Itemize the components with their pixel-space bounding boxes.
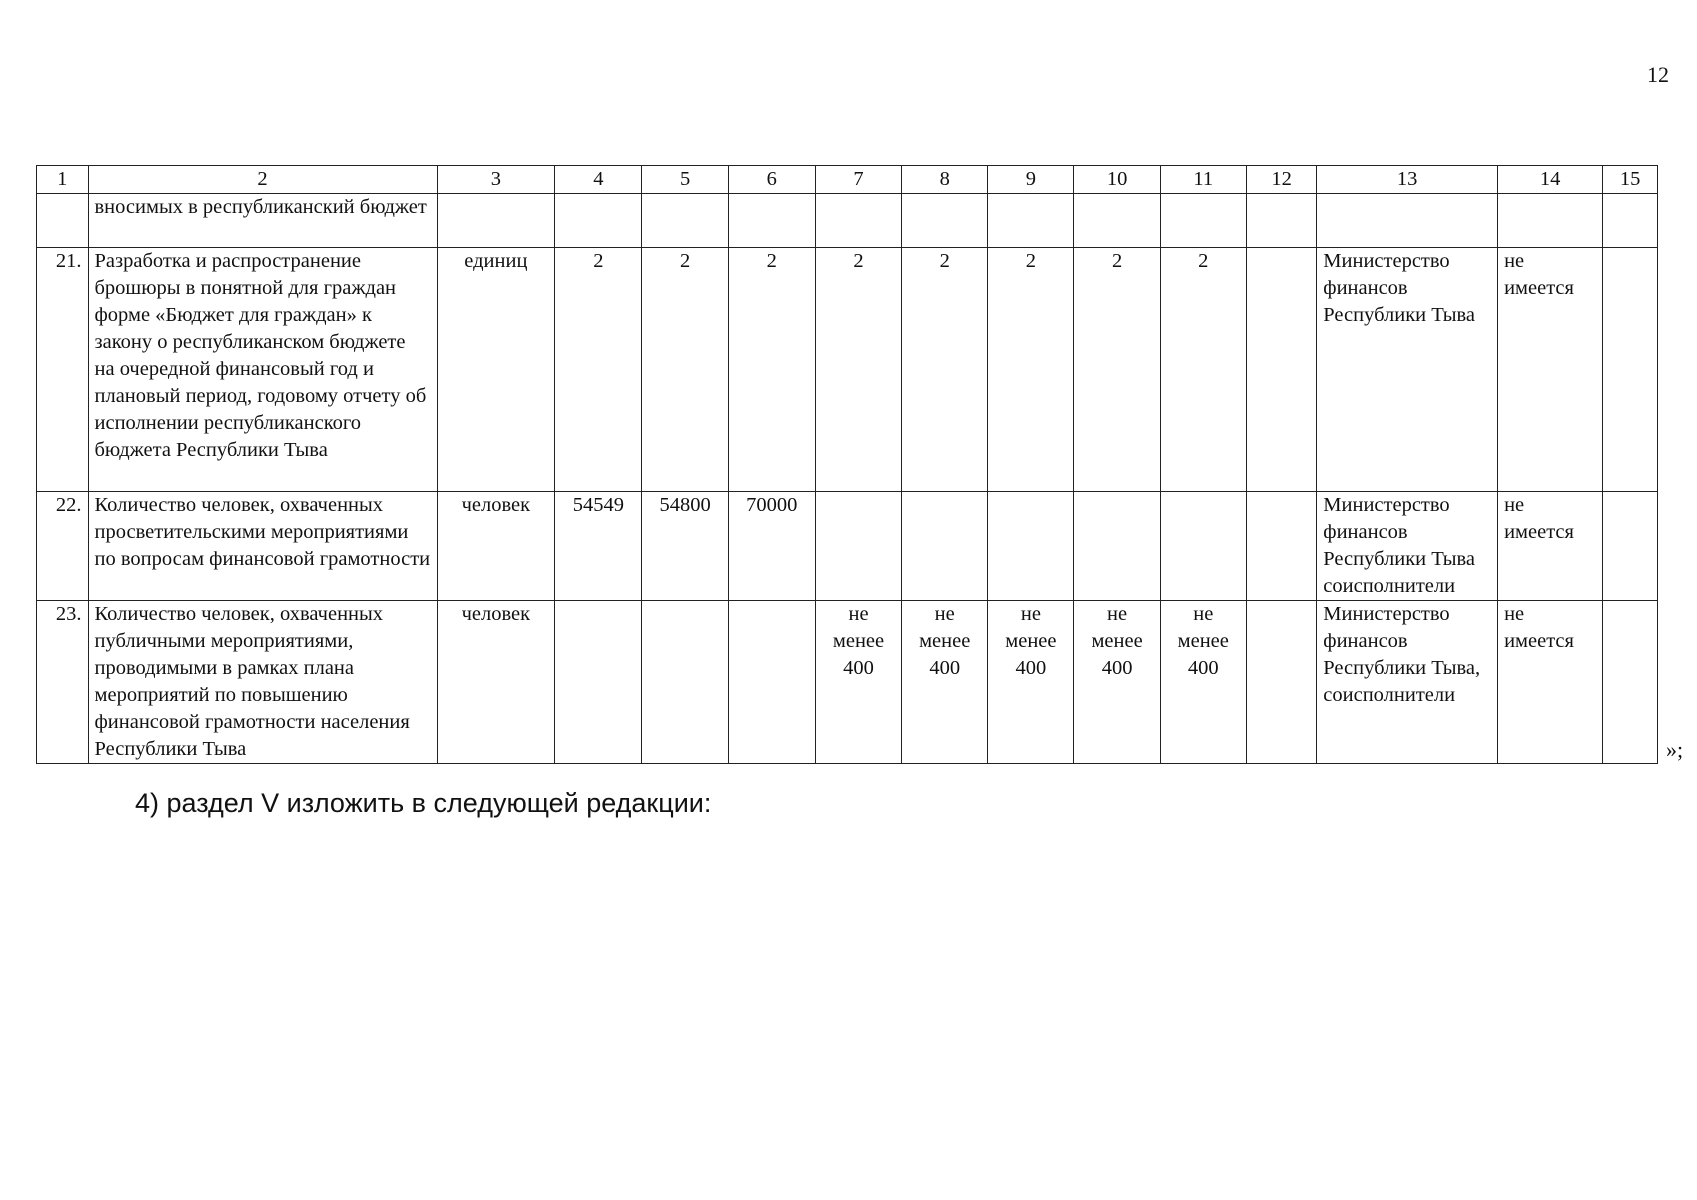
header-cell: 10 <box>1074 166 1160 194</box>
header-cell: 1 <box>37 166 89 194</box>
value-cell <box>1603 601 1658 764</box>
value-cell <box>902 194 988 248</box>
page-number: 12 <box>1647 62 1669 87</box>
header-cell: 4 <box>555 166 642 194</box>
indicator-name: вносимых в республиканский бюджет <box>88 194 437 248</box>
value-cell: 2 <box>1160 248 1246 492</box>
indicators-table <box>36 165 1658 764</box>
value-cell <box>1074 492 1160 601</box>
value-cell <box>555 601 642 764</box>
header-cell: 5 <box>642 166 728 194</box>
value-cell: 2 <box>1074 248 1160 492</box>
row-number: 22. <box>37 492 89 601</box>
header-cell: 9 <box>988 166 1074 194</box>
closing-quote-mark: »; <box>1666 737 1684 762</box>
value-cell <box>728 601 815 764</box>
header-cell: 13 <box>1317 166 1498 194</box>
note-cell <box>1498 194 1603 248</box>
executor-cell <box>1317 194 1498 248</box>
value-cell <box>1074 194 1160 248</box>
value-cell: 2 <box>728 248 815 492</box>
value-cell <box>1603 492 1658 601</box>
value-cell: 2 <box>555 248 642 492</box>
value-cell <box>1603 194 1658 248</box>
value-cell: 2 <box>815 248 901 492</box>
value-cell <box>728 194 815 248</box>
header-cell: 2 <box>88 166 437 194</box>
value-cell <box>1603 248 1658 492</box>
value-cell <box>1246 194 1316 248</box>
table-row <box>37 194 1658 248</box>
unit-cell: человек <box>437 492 555 601</box>
value-cell: не менее 400 <box>902 601 988 764</box>
value-cell <box>1246 492 1316 601</box>
header-cell: 3 <box>437 166 555 194</box>
row-number <box>37 194 89 248</box>
unit-cell: единиц <box>437 248 555 492</box>
table-row <box>37 248 1658 492</box>
value-cell <box>555 194 642 248</box>
executor-cell: Министерство финансов Республики Тыва, соисполнители <box>1317 601 1498 764</box>
table-row <box>37 601 1658 764</box>
value-cell: 54549 <box>555 492 642 601</box>
row-number: 21. <box>37 248 89 492</box>
note-cell: не имеется <box>1498 601 1603 764</box>
value-cell: 70000 <box>728 492 815 601</box>
unit-cell: человек <box>437 601 555 764</box>
header-cell: 11 <box>1160 166 1246 194</box>
value-cell <box>1160 194 1246 248</box>
table-header-row <box>37 166 1658 194</box>
value-cell <box>988 194 1074 248</box>
unit-cell <box>437 194 555 248</box>
indicator-name: Количество человек, охваченных публичными мероприятиями, проводимыми в рамках плана мероприятий по повышению финансовой грамотности населения Республики Тыва <box>88 601 437 764</box>
value-cell: не менее 400 <box>988 601 1074 764</box>
executor-cell: Министерство финансов Республики Тыва соисполнители <box>1317 492 1498 601</box>
row-number: 23. <box>37 601 89 764</box>
header-cell: 7 <box>815 166 901 194</box>
value-cell <box>1160 492 1246 601</box>
value-cell <box>642 601 728 764</box>
indicator-name: Количество человек, охваченных просветительскими мероприятиями по вопросам финансовой грамотности <box>88 492 437 601</box>
header-cell: 14 <box>1498 166 1603 194</box>
value-cell: не менее 400 <box>1074 601 1160 764</box>
note-cell: не имеется <box>1498 248 1603 492</box>
header-cell: 12 <box>1246 166 1316 194</box>
value-cell: 2 <box>642 248 728 492</box>
executor-cell: Министерство финансов Республики Тыва <box>1317 248 1498 492</box>
note-cell: не имеется <box>1498 492 1603 601</box>
value-cell: 2 <box>902 248 988 492</box>
header-cell: 15 <box>1603 166 1658 194</box>
value-cell <box>988 492 1074 601</box>
header-cell: 8 <box>902 166 988 194</box>
value-cell <box>902 492 988 601</box>
value-cell <box>815 194 901 248</box>
value-cell: 54800 <box>642 492 728 601</box>
value-cell <box>1246 601 1316 764</box>
header-cell: 6 <box>728 166 815 194</box>
value-cell: не менее 400 <box>815 601 901 764</box>
value-cell: не менее 400 <box>1160 601 1246 764</box>
value-cell: 2 <box>988 248 1074 492</box>
value-cell <box>815 492 901 601</box>
value-cell <box>1246 248 1316 492</box>
table-row <box>37 492 1658 601</box>
value-cell <box>642 194 728 248</box>
indicator-name: Разработка и распространение брошюры в понятной для граждан форме «Бюджет для граждан» к закону о республиканском бюджете на очередной финансовый год и плановый период, годовому отчету об исполнении республиканского бюджета Республики Тыва <box>88 248 437 492</box>
instruction-text: 4) раздел V изложить в следующей редакции: <box>135 788 712 818</box>
